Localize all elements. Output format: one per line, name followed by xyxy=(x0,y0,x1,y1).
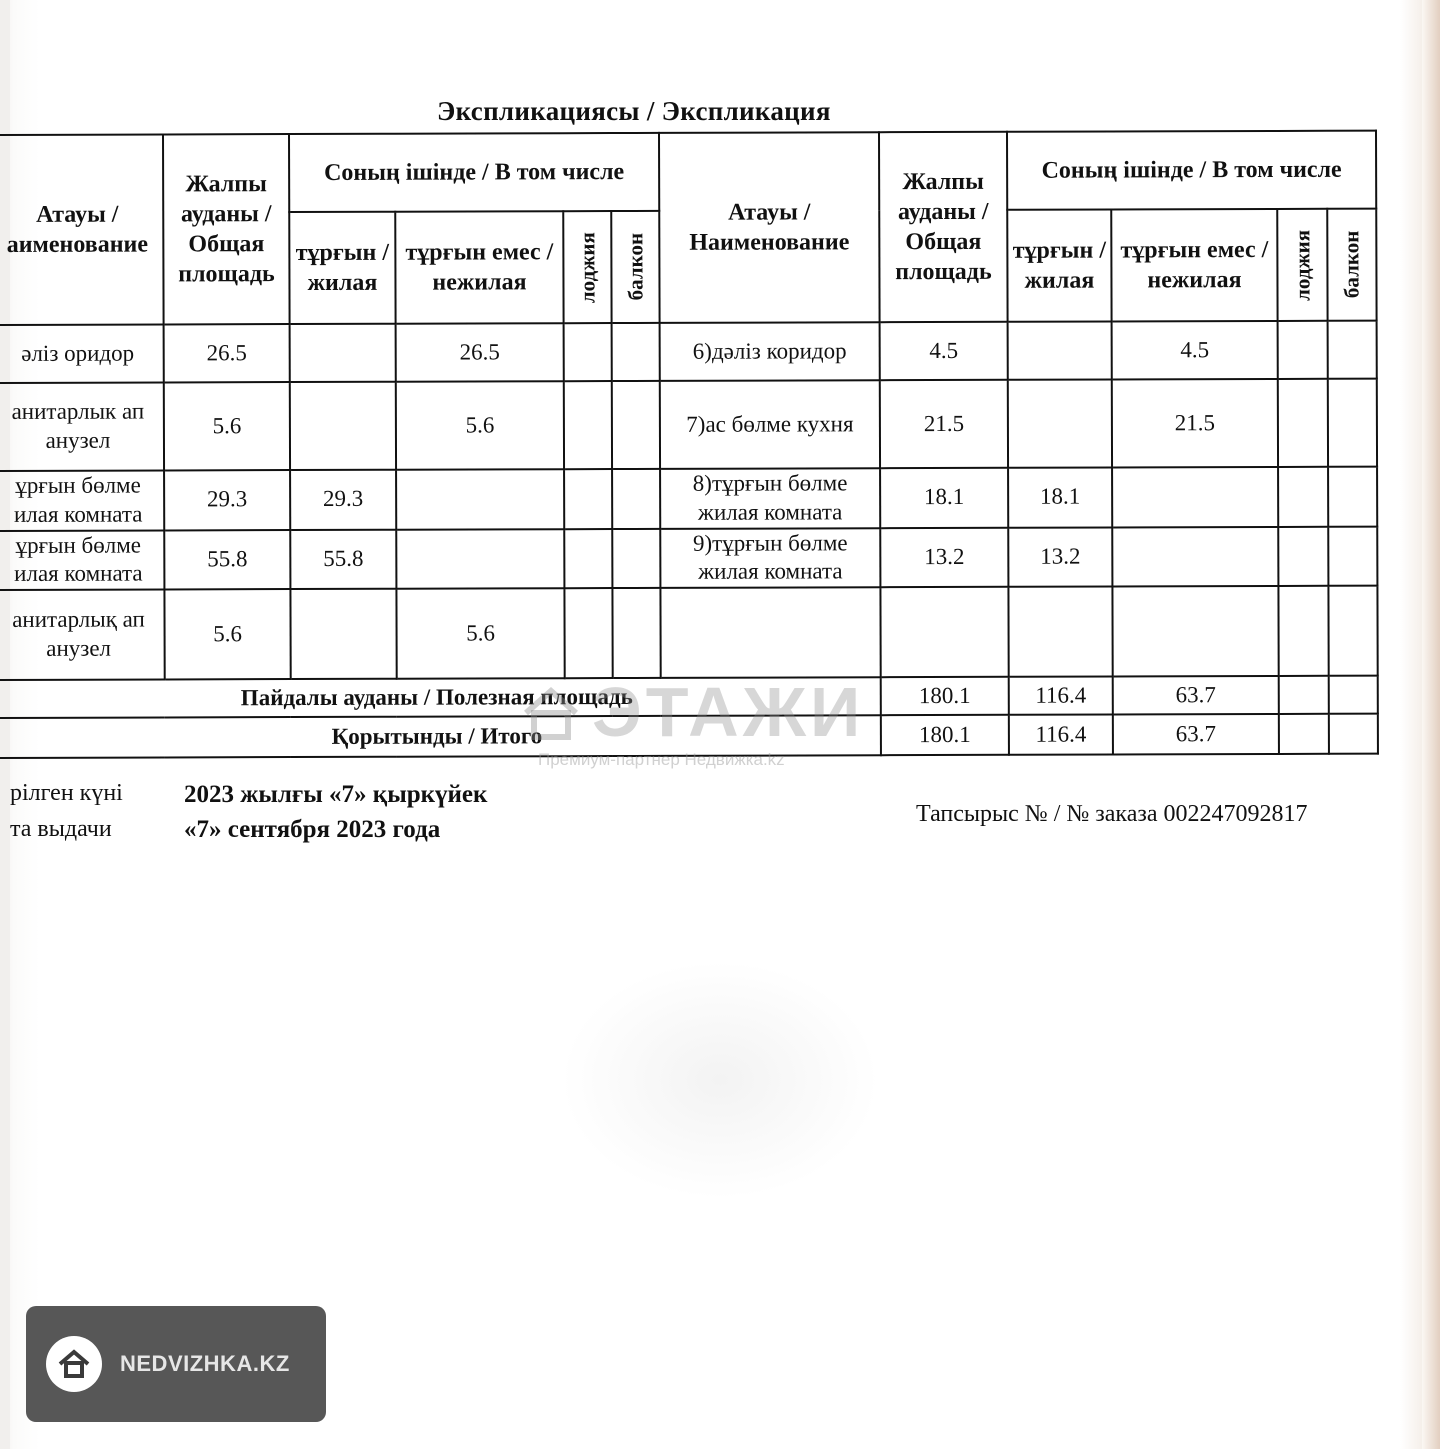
header-nonliving-right: тұрғын емес / нежилая xyxy=(1111,209,1277,322)
header-living-right: тұрғын / жилая xyxy=(1007,209,1111,321)
row-living xyxy=(290,589,396,679)
useful-area-total: 180.1 xyxy=(881,677,1009,715)
row-name: 8)тұрғын бөлме жилая комната xyxy=(660,468,880,528)
row-living xyxy=(290,324,396,382)
row-name: 9)тұрғын бөлме жилая комната xyxy=(660,528,880,588)
row-nonliving xyxy=(1112,467,1278,527)
row-name: анитарлык ап анузел xyxy=(0,382,164,471)
table-row xyxy=(0,586,1378,680)
row-balcony xyxy=(612,528,660,588)
row-total: 26.5 xyxy=(164,324,290,382)
row-loggia xyxy=(564,381,612,469)
issue-date-label xyxy=(10,775,123,847)
row-living xyxy=(290,382,396,470)
row-balcony xyxy=(1328,586,1377,676)
header-balcony-right: балкон xyxy=(1327,209,1376,321)
row-living: 55.8 xyxy=(290,529,396,589)
header-incl-left: Соның ішінде / В том числе xyxy=(289,133,659,212)
row-loggia xyxy=(564,588,612,678)
row-balcony xyxy=(1328,526,1377,586)
total-total: 180.1 xyxy=(881,715,1009,755)
row-nonliving xyxy=(396,529,564,589)
row-total: 29.3 xyxy=(164,470,290,530)
header-loggia-right: лоджия xyxy=(1277,209,1327,321)
row-living: 18.1 xyxy=(1008,467,1112,527)
header-loggia-left: лоджия xyxy=(563,211,611,323)
row-loggia xyxy=(564,529,612,589)
nedvizhka-badge[interactable] xyxy=(26,1306,326,1422)
row-living: 29.3 xyxy=(290,470,396,530)
useful-area-row xyxy=(0,676,1378,718)
useful-area-label: Пайдалы ауданы / Полезная площадь xyxy=(0,677,881,718)
header-total-right: Жалпы ауданы / Общая площадь xyxy=(879,132,1008,322)
row-nonliving: 5.6 xyxy=(396,381,564,470)
row-nonliving: 4.5 xyxy=(1112,321,1278,380)
useful-area-living: 116.4 xyxy=(1009,676,1113,714)
issue-date-label-ru: та выдачи xyxy=(10,816,112,842)
row-nonliving xyxy=(1112,526,1278,586)
row-total: 4.5 xyxy=(880,322,1008,380)
table-row xyxy=(0,379,1377,471)
header-name-right: Атауы / Наименование xyxy=(659,132,880,323)
header-nonliving-left: тұрғын емес / нежилая xyxy=(395,211,563,324)
useful-area-balcony xyxy=(1329,676,1378,714)
table-row xyxy=(0,321,1377,383)
row-balcony xyxy=(612,469,660,529)
total-label: Қорытынды / Итого xyxy=(0,715,881,758)
explication-table xyxy=(0,130,1379,759)
row-balcony xyxy=(1328,467,1377,527)
useful-area-nonliving: 63.7 xyxy=(1113,676,1279,715)
header-total-left: Жалпы ауданы / Общая площадь xyxy=(163,134,290,324)
table-row xyxy=(0,467,1377,531)
nedvizhka-logo-icon xyxy=(46,1336,102,1392)
total-nonliving: 63.7 xyxy=(1113,714,1279,755)
order-number: Тапсырыс № / № заказа 002247092817 xyxy=(916,801,1308,827)
row-loggia xyxy=(1278,379,1328,467)
total-living: 116.4 xyxy=(1009,714,1113,754)
issue-date xyxy=(184,777,487,847)
row-balcony xyxy=(612,323,660,381)
row-total: 5.6 xyxy=(164,589,290,679)
row-name: 6)дәліз коридор xyxy=(660,322,880,381)
row-name: әліз оридор xyxy=(0,324,164,383)
header-incl-right: Соның ішінде / В том числе xyxy=(1007,131,1376,210)
row-name: анитарлық ап анузел xyxy=(0,589,165,680)
row-nonliving: 21.5 xyxy=(1112,379,1278,468)
scan-right-edge xyxy=(1422,0,1440,1449)
row-living xyxy=(1008,321,1112,379)
issue-date-label-kz: рілген күні xyxy=(10,780,123,806)
row-balcony xyxy=(612,381,660,469)
issue-date-kz: 2023 жылғы «7» қыркүйек xyxy=(184,781,488,808)
watermark-subtitle: Премиум-партнер Недвижка.kz xyxy=(538,750,785,769)
row-living xyxy=(1008,379,1112,467)
header-living-left: тұрғын / жилая xyxy=(289,212,395,324)
row-name xyxy=(660,587,880,678)
row-name: ұрғын бөлме илая комната xyxy=(0,470,164,530)
row-nonliving xyxy=(396,469,564,529)
row-total: 21.5 xyxy=(880,380,1008,468)
row-nonliving xyxy=(1112,586,1278,677)
table-row xyxy=(0,526,1377,590)
row-loggia xyxy=(1278,321,1328,379)
row-loggia xyxy=(1278,526,1328,586)
row-balcony xyxy=(1328,321,1377,379)
total-loggia xyxy=(1279,714,1329,754)
header-name-left: Атауы / аименование xyxy=(0,134,164,325)
row-balcony xyxy=(1328,379,1377,467)
row-loggia xyxy=(564,323,612,381)
watermark-logo-text: ЭТАЖИ xyxy=(592,673,865,751)
total-row xyxy=(0,714,1378,758)
row-total xyxy=(880,587,1008,677)
row-total: 5.6 xyxy=(164,382,290,470)
row-name: ұрғын бөлме илая комната xyxy=(0,530,164,590)
document-title: Экспликациясы / Экспликация xyxy=(437,96,831,126)
row-total: 55.8 xyxy=(164,530,290,590)
row-total: 13.2 xyxy=(880,527,1008,587)
row-balcony xyxy=(612,588,660,678)
row-nonliving: 5.6 xyxy=(396,588,564,679)
row-loggia xyxy=(564,469,612,529)
row-loggia xyxy=(1278,586,1328,676)
useful-area-loggia xyxy=(1279,676,1329,714)
faint-stamp-shadow xyxy=(560,960,880,1200)
header-balcony-left: балкон xyxy=(611,211,659,323)
total-balcony xyxy=(1329,714,1378,754)
row-total: 18.1 xyxy=(880,468,1008,528)
row-living xyxy=(1008,586,1112,676)
row-living: 13.2 xyxy=(1008,527,1112,587)
row-name: 7)ас бөлме кухня xyxy=(660,380,880,469)
row-loggia xyxy=(1278,467,1328,527)
nedvizhka-badge-text: NEDVIZHKA.KZ xyxy=(120,1351,290,1376)
issue-date-ru: «7» сентября 2023 года xyxy=(184,816,441,843)
row-nonliving: 26.5 xyxy=(396,323,564,382)
